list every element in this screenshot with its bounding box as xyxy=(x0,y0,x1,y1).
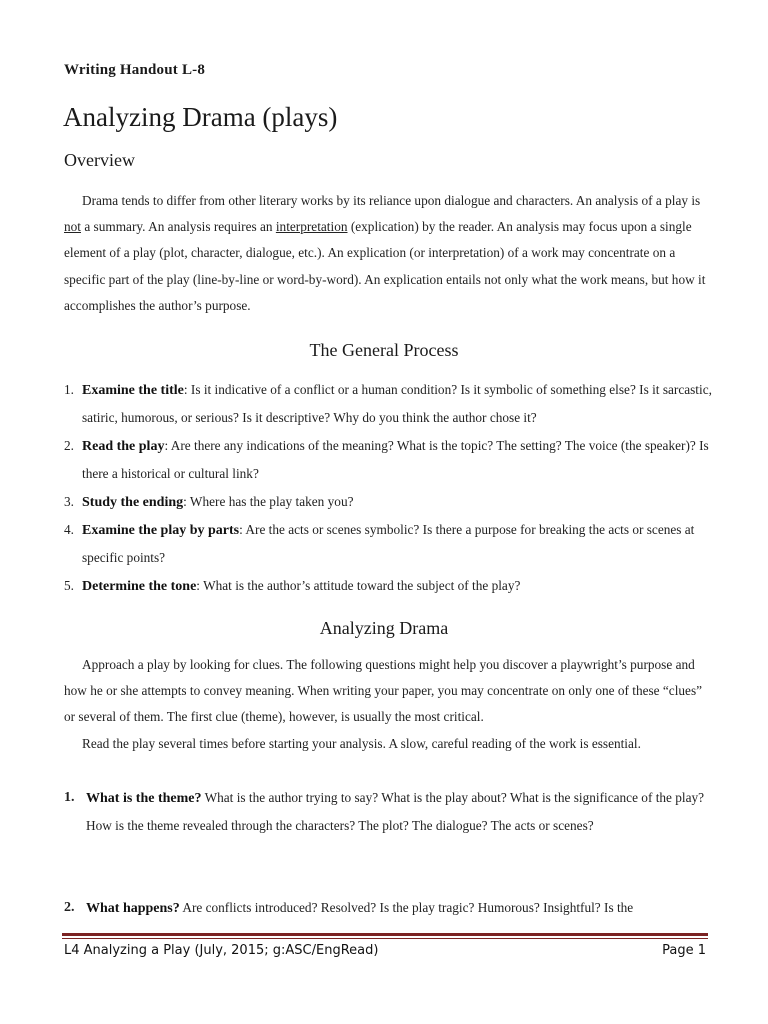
footer-page-number: Page 1 xyxy=(662,943,706,958)
process-item-number: 4. xyxy=(64,522,74,538)
process-item xyxy=(64,488,714,516)
overview-text-b: a summary. An analysis requires an xyxy=(81,219,276,235)
analysis-questions-list xyxy=(64,784,714,839)
overview-text-c: (explication) by the reader. An analysis may focus upon a single element of a play (plot, character, dialogue, etc.). An explication (or interpretation) of a work may concentrate on a specific part of the play (line-by-line or word-by-word). An explication entails not only what the work means, but how it accomplishes the author’s purpose. xyxy=(64,219,706,313)
process-item-number: 1. xyxy=(64,382,74,397)
question-term: What is the theme? xyxy=(86,791,202,806)
handout-label: Writing Handout L-8 xyxy=(64,62,206,78)
analyzing-drama-heading: Analyzing Drama xyxy=(319,618,449,638)
footer-rule-thin xyxy=(62,938,708,939)
general-process-list xyxy=(64,376,714,600)
overview-not: not xyxy=(64,219,81,235)
analyzing-paragraph-2: Read the play several times before starting your analysis. A slow, careful reading of the work is essential. xyxy=(82,736,641,751)
analyzing-paragraph-1: Approach a play by looking for clues. The following questions might help you discover a playwright’s purpose and how he or she attempts to convey meaning. When writing your paper, you may concentrate on only one of these “clues” or several of them. The first clue (theme), however, is usually the most critical. xyxy=(64,657,703,725)
footer-rule-thick xyxy=(62,933,708,936)
process-item-term: Determine the tone xyxy=(82,578,197,594)
overview-heading: Overview xyxy=(64,150,135,170)
overview-text-a: Drama tends to differ from other literary works by its reliance upon dialogue and characters. An analysis of a play is xyxy=(82,193,701,208)
process-item xyxy=(64,432,714,488)
process-item-term: Study the ending xyxy=(82,494,184,510)
process-item-number: 5. xyxy=(64,577,74,593)
document-title: Analyzing Drama (plays) xyxy=(63,102,338,132)
process-item-term: Examine the title xyxy=(82,383,184,398)
process-item-term: Examine the play by parts xyxy=(82,523,240,539)
overview-paragraph xyxy=(64,188,710,319)
general-process-heading: The General Process xyxy=(309,340,459,360)
process-item-number: 3. xyxy=(64,493,74,509)
process-item-text: : What is the author’s attitude toward the subject of the play? xyxy=(196,577,521,593)
question-item xyxy=(64,784,714,839)
process-item-text: : Are there any indications of the meaning? What is the topic? The setting? The voice (the speaker)? Is there a historical or cultural link? xyxy=(82,437,709,482)
analysis-questions-list-continued xyxy=(64,894,714,922)
question-text: Are conflicts introduced? Resolved? Is the play tragic? Humorous? Insightful? Is the xyxy=(179,900,634,915)
question-item xyxy=(64,894,714,922)
question-term: What happens? xyxy=(86,901,180,916)
process-item xyxy=(64,572,714,600)
footer-document-info: L4 Analyzing a Play (July, 2015; g:ASC/EngRead) xyxy=(64,943,379,958)
process-item-text: : Are the acts or scenes symbolic? Is there a purpose for breaking the acts or scenes at specific points? xyxy=(82,522,695,566)
process-item-number: 2. xyxy=(64,437,74,453)
process-item xyxy=(64,376,714,432)
process-item-text: : Is it indicative of a conflict or a human condition? Is it symbolic of something else? Is it sarcastic, satiric, humorous, or serious? Is it descriptive? Why do you think the author chose it? xyxy=(82,382,712,426)
question-number: 1. xyxy=(64,790,75,805)
question-number: 2. xyxy=(64,900,75,915)
question-text: What is the author trying to say? What is the play about? What is the significance of the play? How is the theme revealed through the characters? The plot? The dialogue? The acts or scenes? xyxy=(86,790,705,833)
process-item xyxy=(64,516,714,572)
overview-interpretation: interpretation xyxy=(275,219,348,235)
process-item-text: : Where has the play taken you? xyxy=(183,493,354,509)
process-item-term: Read the play xyxy=(82,438,165,454)
